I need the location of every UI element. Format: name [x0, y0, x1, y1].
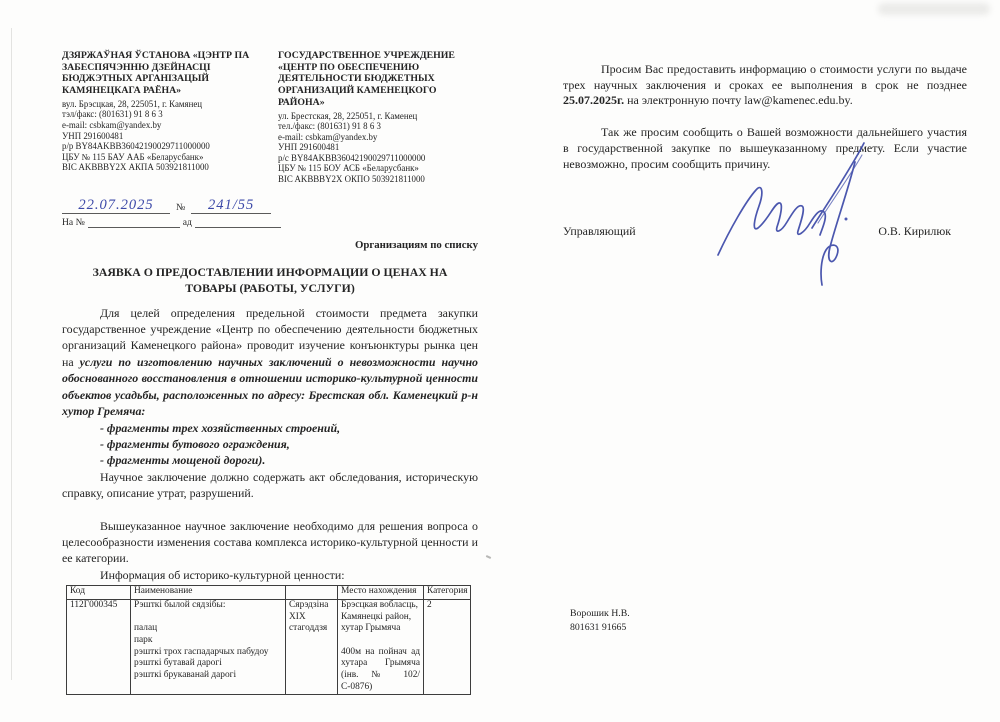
org-details-by: [62, 99, 262, 173]
heritage-table: [66, 585, 471, 695]
reference-block: [62, 198, 327, 228]
org-name-ru: ГОСУДАРСТВЕННОЕ УЧРЕЖДЕНИЕ «ЦЕНТР ПО ОБЕСПЕЧЕНИЮ ДЕЯТЕЛЬНОСТИ БЮДЖЕТНЫХ ОРГАНИЗАЦИЙ КАМЕНЕЦКОГО РАЙОНА»: [278, 50, 455, 108]
blank-underline: [195, 217, 281, 228]
handwritten-number: 241/55: [191, 198, 271, 214]
cell-code: 112Г000345: [67, 599, 131, 695]
list-item: - фрагменты бутового ограждения,: [100, 436, 290, 451]
blank-underline: [88, 217, 180, 228]
letter-page-left: [62, 50, 478, 695]
document-title: [62, 264, 478, 296]
paragraph-purpose-emphasis: услуги по изготовлению научных заключений о невозможности научно обоснованного восстановления в отношении историко-культурной ценности объектов усадьбы, расположенных по адресу: Брестская обл. Каменецкий р-н хутор Гремяча:: [62, 354, 478, 419]
scan-smudge-artifact: [878, 3, 990, 15]
cell-name: Рэшткі былой сядзібы: палац парк рэшткі трох гаспадарчых пабудоу рэшткі бутавай дарогі рэшткі брукаванай дарогі: [131, 599, 286, 695]
document-title-line1: ЗАЯВКА О ПРЕДОСТАВЛЕНИИ ИНФОРМАЦИИ О ЦЕНАХ НА: [92, 264, 448, 279]
cell-category: 2: [424, 599, 471, 695]
signatory-role: Управляющий: [563, 224, 636, 239]
cell-period: Сярэдзіна XIX стагоддзя: [286, 599, 338, 695]
ad-label: ад: [182, 216, 192, 228]
table-header-row: [67, 586, 471, 600]
signature-scribble-icon: [712, 131, 874, 289]
reference-reply-line: [62, 217, 327, 228]
signatory-name: О.В. Кирилюк: [878, 224, 951, 239]
org-unp-ru: УНП 291600481: [278, 142, 340, 153]
deadline-date: 25.07.2025г.: [563, 93, 625, 108]
org-bic-by: BIC AKBBBY2X АКПА 503921811000: [62, 162, 209, 173]
paragraph-purpose-regular: Для целей определения предельной стоимости предмета закупки государственное учреждение «Центр по обеспечению деятельности бюджетных организаций Каменецкого района» проводит изучение конъюнктуры рынка цен на: [62, 305, 478, 369]
list-item: - фрагменты мощеной дороги).: [100, 453, 266, 468]
org-phone-ru: тел./факс: (801631) 91 8 6 3: [278, 121, 381, 132]
col-header-name: Наименование: [131, 586, 286, 600]
letterhead: [62, 50, 478, 185]
paragraph-participation: Так же просим сообщить о Вашей возможности дальнейшего участия в государственной закупке по вышеуказанному предмету. Если участие невозможно, просим сообщить причину.: [563, 125, 967, 171]
addressee: Организациям по списку: [354, 238, 478, 251]
org-email-ru: e-mail: csbkam@yandex.by: [278, 131, 378, 142]
col-header-location: Место нахождения: [338, 586, 424, 600]
org-details-ru: [278, 111, 478, 185]
org-bank-by: ЦБУ № 115 БАУ ААБ «Беларусбанк»: [62, 151, 204, 162]
executor-contact: [570, 607, 630, 634]
na-no-label: На №: [62, 216, 85, 228]
table-caption: Информация об историко-культурной ценности:: [100, 567, 345, 582]
org-bank-ru: ЦБУ № 115 БОУ АСБ «Беларусбанк»: [278, 163, 419, 174]
org-phone-by: тэл/факс: (801631) 91 8 6 3: [62, 109, 163, 120]
org-address-ru: ул. Брестская, 28, 225051, г. Каменец: [278, 110, 418, 121]
reference-date-number: [62, 198, 327, 214]
org-address-by: вул. Брэсцкая, 28, 225051, г. Камянец: [62, 98, 203, 109]
letter-body: [62, 305, 478, 584]
org-account-by: р/р BY84AKBB36042190029711000000: [62, 141, 210, 152]
col-header-category: Категория: [424, 586, 471, 600]
letterhead-russian: [278, 50, 478, 185]
scan-edge-artifact: [11, 28, 12, 680]
org-unp-by: УНП 291600481: [62, 130, 124, 141]
org-name-by: ДЗЯРЖАЎНАЯ ЎСТАНОВА «ЦЭНТР ПА ЗАБЕСПЯЧЭННЮ ДЗЕЙНАСЦІ БЮДЖЭТНЫХ АРГАНІЗАЦЫЙ КАМЯНЕЦКАГА РАЁНА»: [62, 50, 250, 97]
org-account-ru: р/с BY84AKBB36042190029711000000: [278, 152, 426, 163]
executor-name: Ворошик Н.В.: [570, 608, 630, 619]
scan-stray-mark: [486, 555, 491, 559]
paragraph-request: [563, 62, 967, 109]
paragraph-conclusion-requirements: Научное заключение должно содержать акт обследования, историческую справку, описание утрат, разрушений.: [62, 469, 478, 501]
paragraph-request-regular1: Просим Вас предоставить информацию о стоимости услуги по выдаче трех научных заключения и сроках ее выполнения в срок не позднее: [563, 62, 967, 92]
letterhead-belarusian: [62, 50, 262, 185]
org-bic-ru: BIC AKBBBY2X ОКПО 503921811000: [278, 174, 425, 185]
handwritten-date: 22.07.2025: [62, 198, 170, 214]
paragraph-necessity: Вышеуказанное научное заключение необходимо для решения вопроса о целесообразности изменения состава комплекса историко-культурной ценности и ее категории.: [62, 518, 478, 566]
col-header-code: Код: [67, 586, 131, 600]
paragraph-request-regular2: на электронную почту law@kamenec.edu.by.: [624, 93, 853, 108]
number-sign-label: №: [176, 201, 186, 213]
table-row: [67, 599, 471, 695]
executor-phone: 801631 91665: [570, 621, 627, 633]
list-item: - фрагменты трех хозяйственных строений,: [100, 420, 341, 435]
cell-location: Брэсцкая вобласць, Камянецкі район, хутар Грымяча 400м на пойнач ад хутара Грымяча (інв. № 102/С-0876): [338, 599, 424, 695]
paragraph-purpose: [62, 305, 478, 420]
document-title-line2: ТОВАРЫ (РАБОТЫ, УСЛУГИ): [185, 280, 355, 295]
col-header-period: [286, 586, 338, 600]
org-email-by: e-mail: csbkam@yandex.by: [62, 120, 162, 130]
fragments-list: [100, 420, 478, 469]
